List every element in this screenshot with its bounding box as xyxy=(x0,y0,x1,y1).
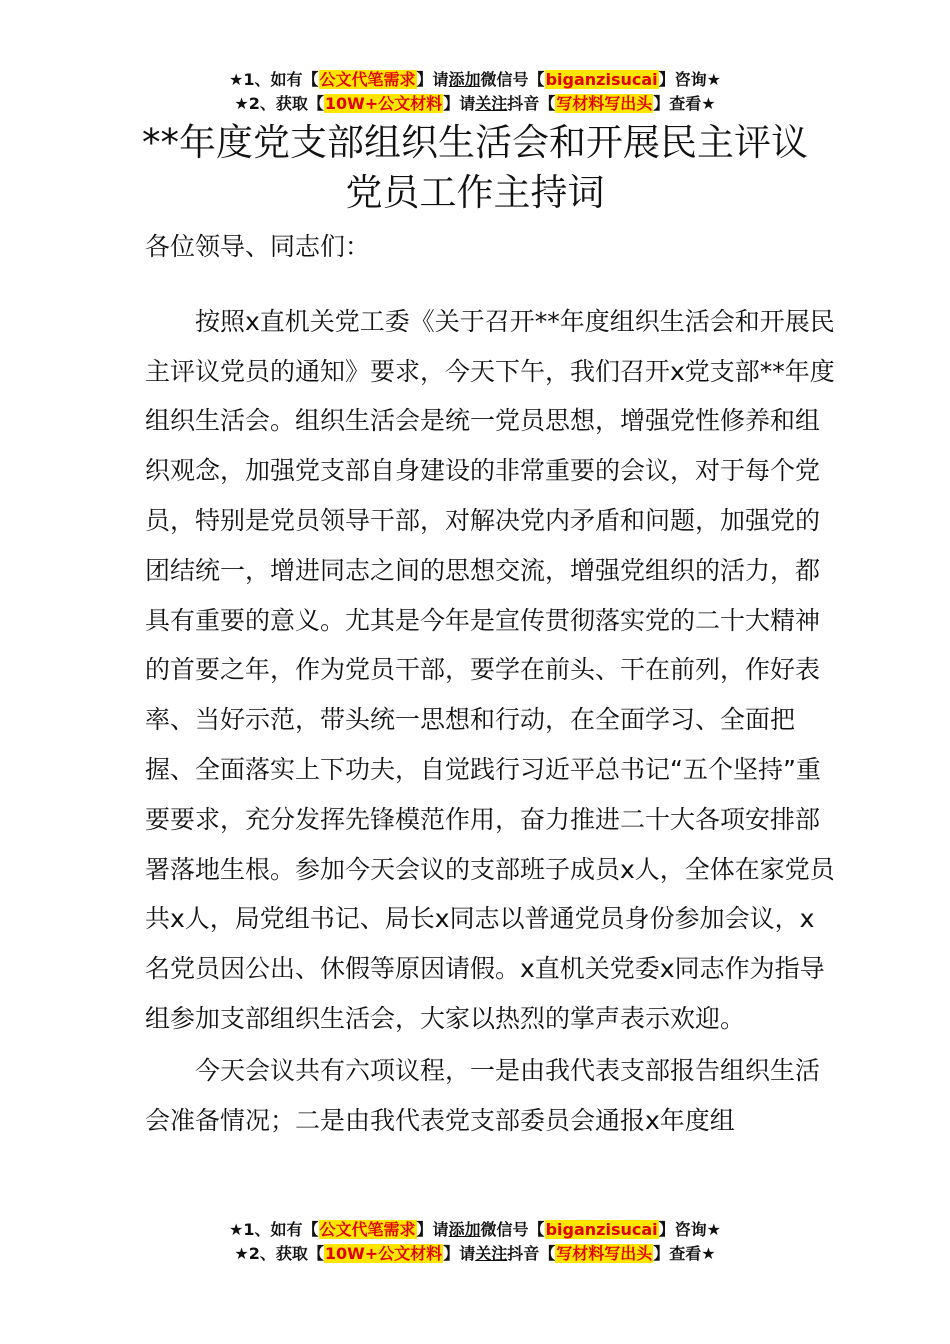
banner-text: 】查看★ xyxy=(653,94,716,113)
banner-highlight: 公文代笔需求 xyxy=(319,1220,416,1239)
banner-text: 】咨询★ xyxy=(658,1220,721,1239)
banner-line-1 xyxy=(0,1218,950,1242)
banner-underlined-text: 关注 xyxy=(475,94,508,113)
banner-text: 】请 xyxy=(416,70,449,89)
banner-text: ★2、获取【 xyxy=(234,1244,324,1263)
banner-text: 】请 xyxy=(443,1244,476,1263)
banner-line-1 xyxy=(0,68,950,92)
banner-highlight: 10W+公文材料 xyxy=(324,94,443,113)
banner-text: 】请 xyxy=(416,1220,449,1239)
banner-text: ★1、如有【 xyxy=(229,70,319,89)
banner-underlined-text: 添加 xyxy=(448,70,481,89)
banner-highlight: 公文代笔需求 xyxy=(319,70,416,89)
banner-text: 】请 xyxy=(443,94,476,113)
document-title xyxy=(0,118,950,218)
banner-line-2 xyxy=(0,1242,950,1266)
banner-line-2 xyxy=(0,92,950,116)
title-line-2: 党员工作主持词 xyxy=(345,171,605,214)
banner-text: 抖音【 xyxy=(507,1244,556,1263)
banner-text: ★2、获取【 xyxy=(234,94,324,113)
banner-text: 】查看★ xyxy=(653,1244,716,1263)
title-line-1: **年度党支部组织生活会和开展民主评议 xyxy=(142,121,808,164)
footer-banner xyxy=(0,1218,950,1266)
paragraph-2: 今天会议共有六项议程，一是由我代表支部报告组织生活会准备情况；二是由我代表党支部委员会通报x年度组 xyxy=(145,1055,821,1135)
banner-text: ★1、如有【 xyxy=(229,1220,319,1239)
document-body xyxy=(145,222,835,1145)
banner-highlight: 写材料写出头 xyxy=(556,1244,653,1263)
paragraph-1: 按照x直机关党工委《关于召开**年度组织生活会和开展民主评议党员的通知》要求，今天下午，我们召开x党支部**年度组织生活会。组织生活会是统一党员思想，增强党性修养和组织观念，加强党支部自身建设的非常重要的会议，对于每个党员，特别是党员领导干部，对解决党内矛盾和问题，加强党的团结统一，增进同志之间的思想交流，增强党组织的活力，都具有重要的意义。尤其是今年是宣传贯彻落实党的二十大精神的首要之年，作为党员干部，要学在前头、干在前列，作好表率、当好示范，带头统一思想和行动，在全面学习、全面把握、全面落实上下功夫，自觉践行习近平总书记“五个坚持”重要要求，充分发挥先锋模范作用，奋力推进二十大各项安排部署落地生根。参加今天会议的支部班子成员x人，全体在家党员共x人，局党组书记、局长x同志以普通党员身份参加会议，x名党员因公出、休假等原因请假。x直机关党委x同志作为指导组参加支部组织生活会，大家以热烈的掌声表示欢迎。 xyxy=(145,306,835,1033)
banner-text: 微信号【 xyxy=(480,70,545,89)
banner-text: 抖音【 xyxy=(507,94,556,113)
salutation: 各位领导、同志们： xyxy=(145,232,371,261)
banner-text: 】咨询★ xyxy=(658,70,721,89)
banner-highlight: biganzisucai xyxy=(545,1220,658,1239)
banner-highlight: 写材料写出头 xyxy=(556,94,653,113)
banner-text: 微信号【 xyxy=(480,1220,545,1239)
banner-underlined-text: 添加 xyxy=(448,1220,481,1239)
banner-highlight: biganzisucai xyxy=(545,70,658,89)
banner-highlight: 10W+公文材料 xyxy=(324,1244,443,1263)
banner-underlined-text: 关注 xyxy=(475,1244,508,1263)
header-banner xyxy=(0,68,950,116)
